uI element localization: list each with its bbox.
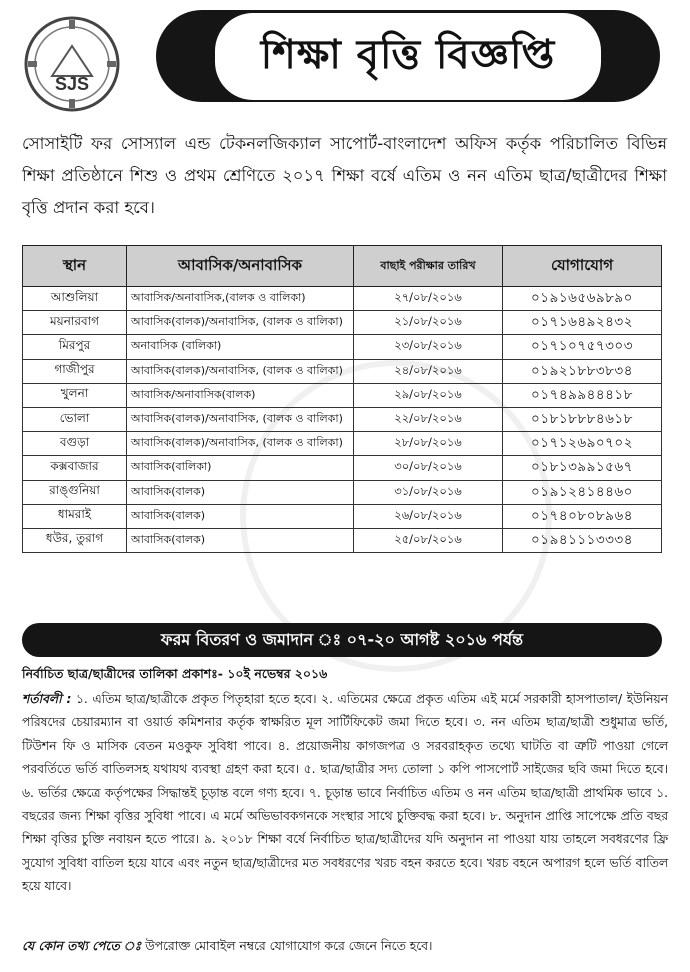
- cell-type: আবাসিক/অনাবাসিক(বালক): [127, 383, 354, 407]
- cell-exam-date: ২৮/০৮/২০১৬: [354, 432, 503, 456]
- cell-phone: ০১৯২১৮৮৩৮৩৪: [503, 359, 662, 383]
- contact-note: [22, 938, 668, 958]
- cell-location: মিরপুর: [23, 335, 127, 359]
- cell-type: আবাসিক(বালক)/অনাবাসিক, (বালক ও বালিকা): [127, 359, 354, 383]
- svg-text:SJS: SJS: [54, 74, 90, 94]
- table-row: [23, 432, 662, 456]
- cell-exam-date: ২৯/০৮/২০১৬: [354, 383, 503, 407]
- header-type: আবাসিক/অনাবাসিক: [127, 246, 354, 287]
- cell-type: আবাসিক(বালক)/অনাবাসিক, (বালক ও বালিকা): [127, 432, 354, 456]
- cell-phone: ০১৯১৬৫৬৯৮৯০: [503, 287, 662, 311]
- cell-exam-date: ২৭/০৮/২০১৬: [354, 287, 503, 311]
- page-title: শিক্ষা বৃত্তি বিজ্ঞপ্তি: [215, 13, 602, 100]
- terms-label: শর্তাবলী :: [22, 692, 72, 706]
- table-row: [23, 359, 662, 383]
- cell-type: আবাসিক(বালক): [127, 528, 354, 552]
- cell-location: ধামরাই: [23, 504, 127, 528]
- header-contact: যোগাযোগ: [503, 246, 662, 287]
- cell-phone: ০১৯৪১১১৩৩৩৪: [503, 528, 662, 552]
- cell-location: কক্সবাজার: [23, 456, 127, 480]
- cell-exam-date: ২৫/০৮/২০১৬: [354, 528, 503, 552]
- cell-type: আবাসিক(বালক): [127, 504, 354, 528]
- cell-location: গাজীপুর: [23, 359, 127, 383]
- cell-location: ধউর, তুরাগ: [23, 528, 127, 552]
- form-distribution-banner: ফরম বিতরণ ও জমাদান ঃ ০৭-২০ আগষ্ট ২০১৬ পর্যন্ত: [22, 623, 662, 657]
- table-row: [23, 287, 662, 311]
- contact-label: যে কোন তথ্য পেতে ঃ: [22, 939, 142, 953]
- cell-phone: ০১৭১২৬৯০৭০২: [503, 432, 662, 456]
- organization-logo: [22, 14, 122, 114]
- result-publication-notice: নির্বাচিত ছাত্র/ছাত্রীদের তালিকা প্রকাশঃ- ১০ই নভেম্বর ২০১৬: [22, 666, 328, 681]
- cell-exam-date: ৩১/০৮/২০১৬: [354, 480, 503, 504]
- cell-phone: ০১৮১৩৯৯১৫৬৭: [503, 456, 662, 480]
- cell-exam-date: ৩০/০৮/২০১৬: [354, 456, 503, 480]
- cell-location: খুলনা: [23, 383, 127, 407]
- table-row: [23, 456, 662, 480]
- cell-exam-date: ২৬/০৮/২০১৬: [354, 504, 503, 528]
- cell-exam-date: ২১/০৮/২০১৬: [354, 311, 503, 335]
- cell-location: আশুলিয়া: [23, 287, 127, 311]
- table-row: [23, 504, 662, 528]
- cell-type: আবাসিক(বালক): [127, 480, 354, 504]
- contact-text: উপরোক্ত মোবাইল নম্বরে যোগাযোগ করে জেনে নিতে হবে।: [141, 939, 433, 953]
- table-body: [23, 287, 662, 553]
- cell-phone: ০১৭৪৯৯৪৪৪১৮: [503, 383, 662, 407]
- cell-location: রাঙ্গুনিয়া: [23, 480, 127, 504]
- cell-location: ময়নারবাগ: [23, 311, 127, 335]
- cell-phone: ০১৭১০৭৫৭৩০৩: [503, 335, 662, 359]
- cell-exam-date: ২৪/০৮/২০১৬: [354, 359, 503, 383]
- terms-text: ১. এতিম ছাত্র/ছাত্রীকে প্রকৃত পিতৃহারা হতে হবে। ২. এতিমের ক্ষেত্রে প্রকৃত এতিম এই মর্মে সরকারী হাসপাতাল/ ইউনিয়ন পরিষদের চেয়ারম্যান বা ওয়ার্ড কমিশনার কর্তৃক স্বাক্ষরিত মূল সার্টিফিকেট জমা দিতে হবে। ৩. নন এতিম ছাত্র/ছাত্রী শুধুমাত্র ভর্তি, টিউশন ফি ও মাসিক বেতন মওকুফ সুবিধা পাবে। ৪. প্রয়োজনীয় কাগজপত্র ও সরবরাহকৃত তথ্যে ঘাটতি বা ত্রুটি পাওয়া গেলে পরবর্তিতে ভর্তি বাতিলসহ যথাযথ ব্যবস্থা গ্রহণ করা হবে। ৫. ছাত্র/ছাত্রীর সদ্য তোলা ১ কপি পাসপোর্ট সাইজের ছবি জমা দিতে হবে। ৬. ভর্তির ক্ষেত্রে কর্তৃপক্ষের সিদ্ধান্তই চূড়ান্ত বলে গণ্য হবে। ৭. চূড়ান্ত ভাবে নির্বাচিত এতিম ও নন এতিম ছাত্র/ছাত্রী প্রাথমিক ভাবে ১. বছরের জন্য শিক্ষা বৃত্তির সুবিধা পাবে। এ মর্মে অভিভাবকগনকে সংস্থার সাথে চুক্তিবদ্ধ করা হবে। ৮. অনুদান প্রাপ্তি সাপেক্ষে প্রতি বছর শিক্ষা বৃত্তির চুক্তি নবায়ন হতে পারে। ৯. ২০১৮ শিক্ষা বর্ষে নির্বাচিত ছাত্র/ছাত্রীদের যদি অনুদান না পাওয়া যায় তাহলে সবধরণের ফ্রি সুযোগ সুবিধা বাতিল হয়ে যাবে এবং নতুন ছাত্র/ছাত্রীদের মত সবধরণের খরচ বহন করতে হবে। খরচ বহনে অপারগ হলে ভর্তি বাতিল হয়ে যাবে।: [22, 692, 669, 894]
- cell-phone: ০১৭১৬৪৯২৪৩২: [503, 311, 662, 335]
- table-row: [23, 528, 662, 552]
- cell-exam-date: ২৩/০৮/২০১৬: [354, 335, 503, 359]
- header-exam-date: বাছাই পরীক্ষার তারিখ: [354, 246, 503, 287]
- exam-schedule-table: [22, 245, 662, 553]
- cell-phone: ০১৮১৮৮৮৪৬১৮: [503, 407, 662, 431]
- table-row: [23, 407, 662, 431]
- cell-type: আবাসিক(বালিকা): [127, 456, 354, 480]
- table-row: [23, 383, 662, 407]
- cell-phone: ০১৯১২৪১৪৪৬০: [503, 480, 662, 504]
- intro-paragraph: সোসাইটি ফর সোস্যাল এন্ড টেকনলজিক্যাল সাপোর্ট-বাংলাদেশ অফিস কর্তৃক পরিচালিত বিভিন্ন শিক্ষা প্রতিষ্ঠানে শিশু ও প্রথম শ্রেণিতে ২০১৭ শিক্ষা বর্ষে এতিম ও নন এতিম ছাত্র/ছাত্রীদের শিক্ষা বৃত্তি প্রদান করা হবে।: [22, 134, 667, 217]
- cell-exam-date: ২২/০৮/২০১৬: [354, 407, 503, 431]
- cell-location: বগুড়া: [23, 432, 127, 456]
- cell-type: আবাসিক(বালক)/অনাবাসিক, (বালক ও বালিকা): [127, 407, 354, 431]
- cell-location: ভোলা: [23, 407, 127, 431]
- cell-type: অনাবাসিক (বালিকা): [127, 335, 354, 359]
- header-location: স্থান: [23, 246, 127, 287]
- table-row: [23, 480, 662, 504]
- title-banner: [156, 10, 660, 102]
- cell-phone: ০১৭৪০৮০৮৯৬৪: [503, 504, 662, 528]
- table-row: [23, 311, 662, 335]
- table-row: [23, 335, 662, 359]
- cell-type: আবাসিক(বালক)/অনাবাসিক, (বালক ও বালিকা): [127, 311, 354, 335]
- cell-type: আবাসিক/অনাবাসিক,(বালক ও বালিকা): [127, 287, 354, 311]
- table-header-row: [23, 246, 662, 287]
- terms-paragraph: [22, 688, 668, 899]
